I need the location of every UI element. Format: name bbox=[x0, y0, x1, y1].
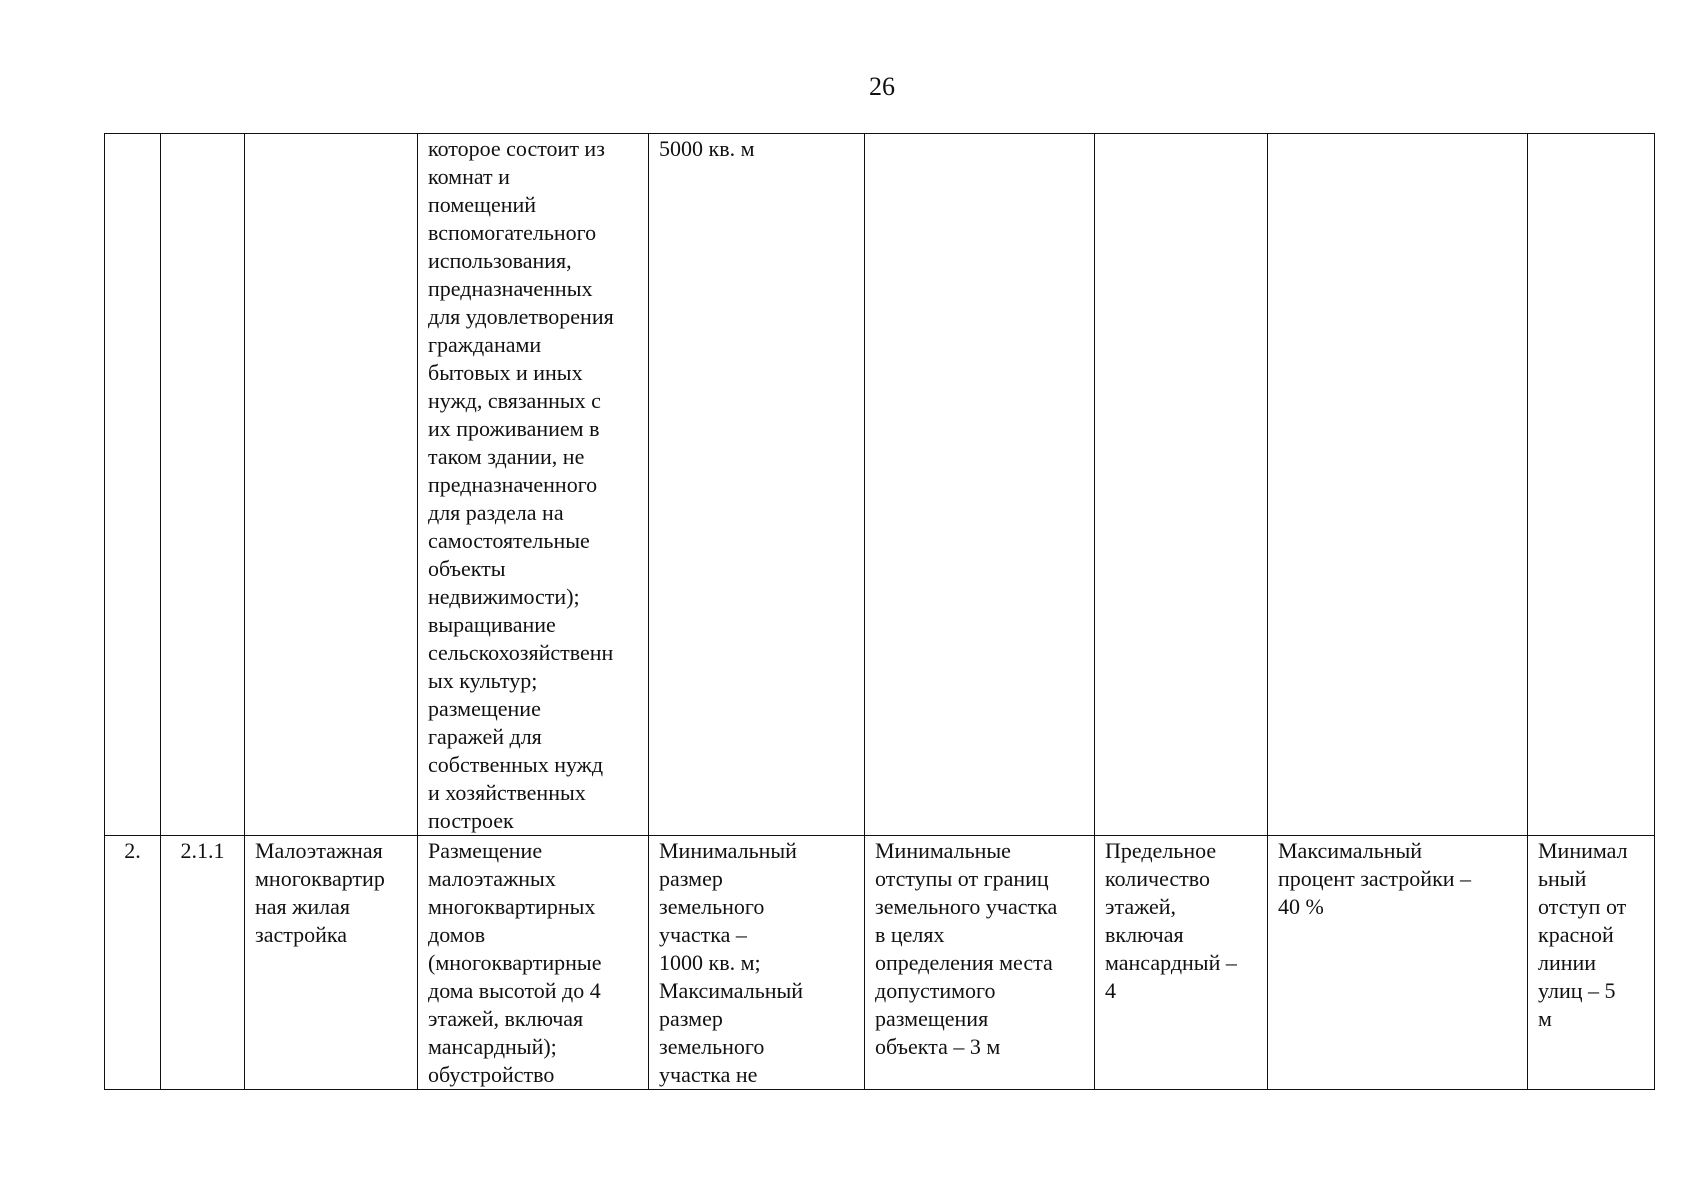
zoning-table bbox=[104, 133, 1655, 1090]
red-line-cell bbox=[1528, 134, 1655, 836]
table-row bbox=[105, 836, 1655, 1090]
table-row bbox=[105, 134, 1655, 836]
setbacks-cell: Минимальные отступы от границ земельного участка в целях определения места допустимого размещения объекта – 3 м bbox=[865, 836, 1095, 1090]
use-code-cell bbox=[161, 134, 245, 836]
row-number-cell: 2. bbox=[105, 836, 161, 1090]
plot-size-cell: Минимальный размер земельного участка – 1000 кв. м; Максимальный размер земельного участка не bbox=[649, 836, 865, 1090]
setbacks-cell bbox=[865, 134, 1095, 836]
coverage-cell: Максимальный процент застройки – 40 % bbox=[1268, 836, 1528, 1090]
floors-cell bbox=[1095, 134, 1268, 836]
plot-size-cell: 5000 кв. м bbox=[649, 134, 865, 836]
use-code-cell: 2.1.1 bbox=[161, 836, 245, 1090]
use-description-cell: которое состоит из комнат и помещений вспомогательного использования, предназначенных для удовлетворения гражданами бытовых и иных нужд, связанных с их проживанием в таком здании, не предназначенного для раздела на самостоятельные объекты недвижимости); выращивание сельскохозяйственн ых культур; размещение гаражей для собственных нужд и хозяйственных построек bbox=[418, 134, 649, 836]
page-number: 26 bbox=[869, 72, 895, 101]
use-name-cell: Малоэтажная многоквартир ная жилая застройка bbox=[245, 836, 418, 1090]
use-description-cell: Размещение малоэтажных многоквартирных домов (многоквартирные дома высотой до 4 этажей, включая мансардный); обустройство bbox=[418, 836, 649, 1090]
use-name-cell bbox=[245, 134, 418, 836]
row-number-cell bbox=[105, 134, 161, 836]
coverage-cell bbox=[1268, 134, 1528, 836]
red-line-cell: Минимал ьный отступ от красной линии улиц – 5 м bbox=[1528, 836, 1655, 1090]
floors-cell: Предельное количество этажей, включая мансардный – 4 bbox=[1095, 836, 1268, 1090]
